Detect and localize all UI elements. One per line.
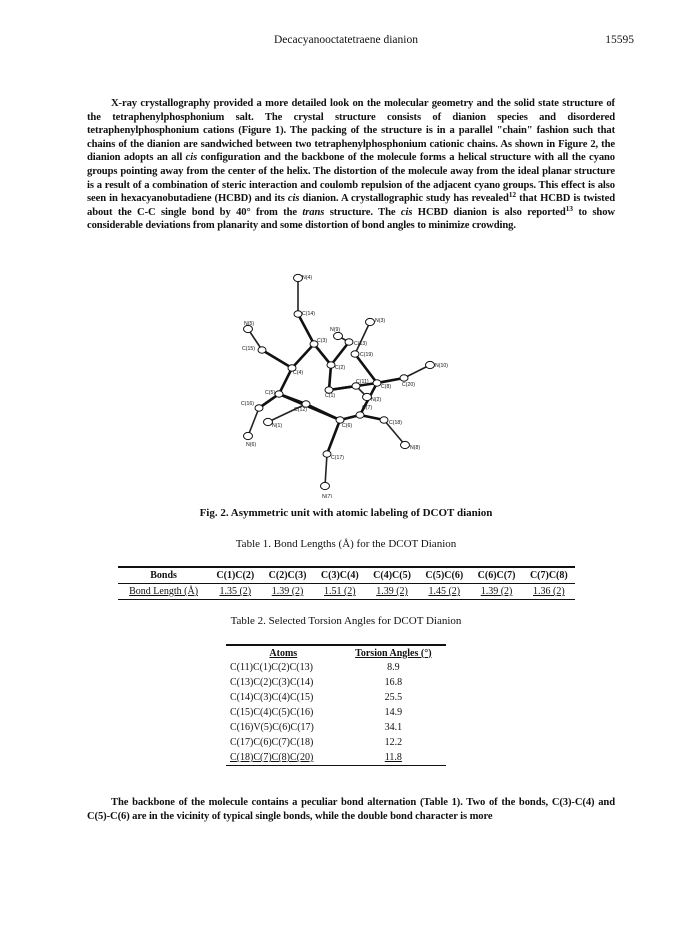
angle-cell: 16.8 xyxy=(384,677,403,688)
atom-ellipse xyxy=(244,432,253,439)
atom-label: N(4) xyxy=(302,275,313,281)
table1-length-cell: 1.36 (2) xyxy=(533,586,565,597)
atom-label: C(13) xyxy=(354,341,367,347)
bond-line xyxy=(292,344,314,368)
atom-label: C(16) xyxy=(241,401,254,407)
atom-label: C(3) xyxy=(317,338,328,344)
atom-label: C(19) xyxy=(360,352,373,358)
atom-ellipse xyxy=(356,412,364,418)
atom-label: C(8) xyxy=(381,384,392,390)
bond-line xyxy=(279,368,292,394)
table2-header-row xyxy=(226,645,446,660)
table-row xyxy=(226,750,446,766)
page-number: 15595 xyxy=(605,34,634,46)
table-row xyxy=(226,690,446,705)
bond-line xyxy=(298,314,314,344)
table1-bond-cell: C(1)C(2) xyxy=(209,567,261,584)
bond-line xyxy=(329,365,331,390)
angle-cell: 8.9 xyxy=(387,662,400,673)
angle-cell: 34.1 xyxy=(384,722,403,733)
table1-length-cell: 1.39 (2) xyxy=(376,586,408,597)
atom-label: N(5) xyxy=(244,321,255,327)
atom-ellipse xyxy=(334,332,343,339)
table1-bond-cell: C(7)C(8) xyxy=(523,567,575,584)
atom-label: N(2) xyxy=(371,397,382,403)
bond-line xyxy=(306,404,340,420)
table-row xyxy=(226,705,446,720)
atom-label: C(15) xyxy=(242,346,255,352)
atom-label: C(2) xyxy=(335,365,346,371)
atom-ellipse xyxy=(366,318,375,325)
atom-label: N(7) xyxy=(322,494,333,498)
atom-ellipse xyxy=(258,347,266,353)
running-title: Decacyanooctatetraene dianion xyxy=(274,34,418,46)
bond-line xyxy=(325,454,327,486)
table-row xyxy=(226,720,446,735)
table1-length-row xyxy=(118,584,575,600)
atom-label: C(20) xyxy=(402,382,415,388)
atom-label: C(17) xyxy=(331,455,344,461)
table1-length-cell: 1.39 (2) xyxy=(480,586,513,597)
atoms-cell: C(11)C(1)C(2)C(13) xyxy=(230,662,313,673)
atom-ellipse xyxy=(345,339,353,345)
atom-label: C(4) xyxy=(293,370,304,376)
angle-cell: 25.5 xyxy=(384,692,403,703)
table1-bond-cell: C(5)C(6) xyxy=(418,567,470,584)
atom-ellipse xyxy=(327,362,335,368)
table2-caption: Table 2. Selected Torsion Angles for DCOT Dianion xyxy=(230,615,462,627)
bond-line xyxy=(248,408,259,436)
angle-cell: 14.9 xyxy=(384,707,403,718)
table1-bond-cell: C(3)C(4) xyxy=(314,567,366,584)
table1-length-cell: 1.51 (2) xyxy=(323,586,356,597)
atom-label: N(9) xyxy=(330,327,341,333)
table1-bond-row xyxy=(118,567,575,584)
table1-bond-cell: C(6)C(7) xyxy=(470,567,522,584)
table1-length-cell: 1.35 (2) xyxy=(219,586,252,597)
table2-col-atoms: Atoms xyxy=(269,647,298,659)
atom-label: C(11) xyxy=(356,379,369,385)
table1-length-cell: 1.45 (2) xyxy=(428,586,461,597)
atom-label: N(8) xyxy=(410,445,421,451)
atoms-cell: C(16)V(5)C(6)C(17) xyxy=(230,722,314,733)
atom-ellipse xyxy=(275,391,283,397)
table1-bond-cell: C(4)C(5) xyxy=(366,567,418,584)
table1-length-cell: 1.39 (2) xyxy=(271,586,304,597)
atom-label: C(18) xyxy=(389,420,402,426)
atom-ellipse xyxy=(321,482,330,489)
atom-label: N(3) xyxy=(375,318,386,324)
figure-caption: Fig. 2. Asymmetric unit with atomic labeling of DCOT dianion xyxy=(199,507,493,519)
atom-label: C(14) xyxy=(302,311,315,317)
bond-line xyxy=(355,322,370,354)
table1-row-label: Bond Length (Å) xyxy=(129,586,199,597)
atom-label: N(10) xyxy=(435,363,448,369)
torsion-angles-table xyxy=(226,644,446,766)
bond-lengths-table xyxy=(118,566,575,600)
table-row xyxy=(226,660,446,675)
table1-caption: Table 1. Bond Lengths (Å) for the DCOT Dianion xyxy=(235,538,457,550)
atom-ellipse xyxy=(373,380,381,386)
discussion-paragraph: The backbone of the molecule contains a peculiar bond alternation (Table 1). Two of the bonds, C(3)-C(4) and C(5)-C(6) are in the vicinity of typical single bonds, while the double bond character is more xyxy=(87,797,615,822)
atom-label: N(1) xyxy=(272,423,283,429)
table-row xyxy=(226,735,446,750)
bond-line xyxy=(331,342,349,365)
table2-col-angles: Torsion Angles (°) xyxy=(355,647,432,659)
atom-label: C(7) xyxy=(362,405,373,411)
atom-label: C(5) xyxy=(265,390,276,396)
bond-line xyxy=(327,420,340,454)
table1-bond-cell: C(2)C(3) xyxy=(261,567,313,584)
atom-label: C(1) xyxy=(325,393,336,399)
atom-label: C(6) xyxy=(342,423,353,429)
atom-ellipse xyxy=(380,417,388,423)
atom-ellipse xyxy=(255,405,263,411)
atoms-cell: C(14)C(3)C(4)C(15) xyxy=(230,692,314,703)
bond-line xyxy=(262,350,292,368)
atom-ellipse xyxy=(401,441,410,448)
table-row xyxy=(226,675,446,690)
running-header xyxy=(0,34,692,50)
atoms-cell: C(15)C(4)C(5)C(16) xyxy=(230,707,314,718)
bond-line xyxy=(314,344,331,365)
atom-ellipse xyxy=(400,375,408,381)
atom-ellipse xyxy=(294,311,302,317)
atoms-cell: C(13)C(2)C(3)C(14) xyxy=(230,677,314,688)
atoms-cell: C(17)C(6)C(7)C(18) xyxy=(230,737,314,748)
atoms-cell: C(18)C(7)C(8)C(20) xyxy=(230,752,314,763)
atom-ellipse xyxy=(351,351,359,357)
angle-cell: 11.8 xyxy=(384,752,402,763)
dcot-structure-diagram xyxy=(180,268,480,498)
atom-label: C(12) xyxy=(294,407,307,413)
intro-paragraph: X-ray crystallography provided a more detailed look on the molecular geometry and the solid state structure of the tetraphenylphosphonium salt. The crystal structure consists of dianion species and disordered tetraphenylphosphonium cations (Figure 1). The packing of the structure is in a parallel "chain" fashion such that chains of the dianion are sandwiched between two tetraphenylphosphonium cationic chains. As shown in Figure 2, the dianion adopts an all cis configuration and the backbone of the molecule forms a helical structure with all the cyano groups pointing away from the center of the helix. The distortion of the molecule away from the ideal planar structure is a result of a combination of steric interaction and coulomb repulsion of the adjacent cyano groups. This effect is also seen in hexacyanobutadiene (HCBD) and its cis dianion. A crystallographic study has revealed$^{12}$ that HCBD is twisted about the C-C single bond by 40° from the trans structure. The cis HCBD dianion is also reported$^{13}$ to show considerable deviations from planarity and some distortion of bond angles to minimize crowding. xyxy=(87,98,616,232)
table1-header-label: Bonds xyxy=(118,567,209,584)
atom-label: N(6) xyxy=(246,442,257,448)
atom-ellipse xyxy=(426,361,435,368)
atom-ellipse xyxy=(323,451,331,457)
angle-cell: 12.2 xyxy=(384,737,403,748)
